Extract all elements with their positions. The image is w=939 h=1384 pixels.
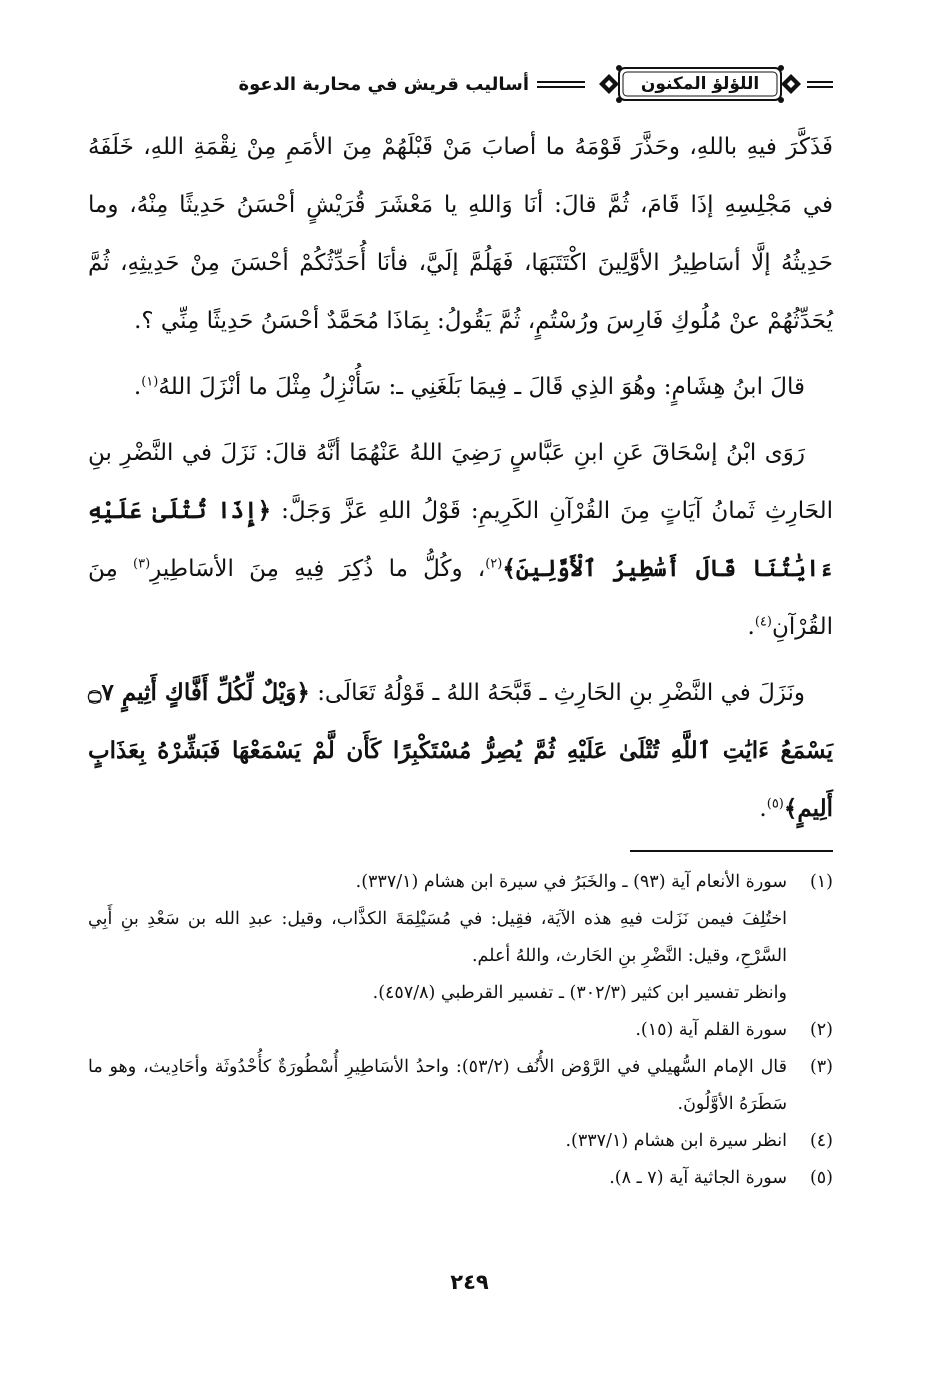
header-rule-right	[807, 81, 833, 88]
footnote-2	[88, 1012, 833, 1049]
footnote-text: قال الإمام السُّهيلي في الرَّوْض الأُنُف (٥٣/٢): واحدُ الأسَاطِيرِ أُسْطُورَةٌ كأُحْدُوثَة وأحَادِيث، وهو ما سَطَرَهُ الأوَّلُونَ.	[88, 1057, 787, 1114]
chapter-title: أساليب قريش في محاربة الدعوة	[238, 73, 529, 95]
footnote-number: (٥)	[809, 1168, 833, 1188]
paragraph-2-text: قالَ ابنُ هِشَامٍ: وهُوَ الذِي قَالَ ـ فِيمَا بَلَغَنِي ـ: سَأُنْزِلُ مِثْلَ ما أنْزَلَ اللهُ	[158, 374, 805, 400]
paragraph-4-text: ونَزَلَ في النَّضْرِ بنِ الحَارِثِ ـ قَبَّحَهُ اللهُ ـ قَوْلُهُ تَعَالَى:	[317, 680, 805, 706]
footnote-1-references: وانظر تفسير ابن كثير (٣٠٢/٣) ـ تفسير القرطبي (٤٥٧/٨).	[372, 983, 787, 1003]
paragraph-3-mid2: مِنَ القُرْآنِ	[88, 556, 833, 640]
quran-verse-1: ﴿إِذَا تُتْلَىٰ عَلَيْهِ ءَايَٰتُنَا قَالَ أَسَٰطِيرُ ٱلْأَوَّلِينَ﴾	[88, 497, 833, 582]
footnote-separator	[630, 850, 833, 852]
footnote-ref-1: (١)	[141, 374, 159, 390]
paragraph-1: فَذَكَّرَ فيهِ باللهِ، وحَذَّرَ قَوْمَهُ ما أصابَ مَنْ قَبْلَهُمْ مِنَ الأمَمِ مِنْ نِقْمَةِ اللهِ، خَلَفَهُ في مَجْلِسِهِ إذَا قَامَ، ثُمَّ قالَ: أنَا وَاللهِ يا مَعْشَرَ قُرَيْشٍ أحْسَنُ حَدِيثًا مِنْهُ، وما حَدِيثُهُ إلَّا أسَاطِيرُ الأوَّلِينَ اكْتَتَبَهَا، فَهَلُمَّ إلَيَّ، فأنَا أُحَدِّثُكُمْ أحْسَنَ مِنْ حَدِيثِهِ، ثُمَّ يُحَدِّثُهُمْ عنْ مُلُوكِ فَارِسَ ورُسْتُمٍ، ثُمَّ يَقُولُ: بِمَاذَا مُحَمَّدٌ أحْسَنُ حَدِيثًا مِنِّي ؟.	[88, 134, 833, 334]
paragraph-3-mid: ، وكُلُّ ما ذُكِرَ فِيهِ مِنَ الأسَاطِيرِ	[150, 556, 486, 582]
paragraph-2-end: .	[133, 374, 142, 400]
footnote-ref-2: (٢)	[485, 556, 503, 572]
footnote-ref-3: (٣)	[133, 556, 151, 572]
paragraph-3-end: .	[747, 614, 755, 640]
footnote-text: سورة القلم آية (١٥).	[635, 1020, 787, 1040]
footnote-text: سورة الجاثية آية (٧ ـ ٨).	[609, 1168, 787, 1188]
footnote-4	[88, 1123, 833, 1160]
footnote-1	[88, 864, 833, 901]
paragraph-3	[88, 424, 833, 656]
footnote-text: انظر سيرة ابن هشام (٣٣٧/١).	[565, 1131, 787, 1151]
paragraph-2	[88, 358, 833, 416]
main-text	[88, 118, 833, 838]
footnote-1-continuation: اختُلِفَ فيمن نَزَلت فيهِ هذه الآيَة، فقِيل: في مُسَيْلِمَةَ الكذَّاب، وقيل: عبدِ الله بن سَعْدِ بنِ أَبِي السَّرْحِ، وقيل: النَّضْرِ بنِ الحَارث، واللهُ أعلم.	[88, 909, 787, 966]
footnote-number: (٤)	[809, 1131, 833, 1151]
book-title: اللؤلؤ المكنون	[640, 74, 760, 94]
quran-verse-2: ﴿وَيْلٌ لِّكُلِّ أَفَّاكٍ أَثِيمٍ ۝٧ يَسْمَعُ ءَايَٰتِ ٱللَّهِ تُتْلَىٰ عَلَيْهِ ثُمَّ يُصِرُّ مُسْتَكْبِرًا كَأَن لَّمْ يَسْمَعْهَا فَبَشِّرْهُ بِعَذَابٍ أَلِيمٍ﴾	[88, 679, 833, 822]
page-number: ٢٤٩	[450, 1270, 489, 1294]
footnote-text: سورة الأنعام آية (٩٣) ـ والخَبَرُ في سيرة ابن هشام (٣٣٧/١).	[355, 872, 787, 892]
footnote-5	[88, 1160, 833, 1197]
footnote-number: (٣)	[809, 1057, 833, 1077]
footnote-3	[88, 1049, 833, 1123]
footnote-number: (١)	[809, 872, 833, 892]
footnote-ref-5: (٥)	[766, 796, 784, 812]
paragraph-3-text: رَوَى ابْنُ إسْحَاقَ عَنِ ابنِ عَبَّاسٍ رَضِيَ اللهُ عَنْهُمَا أنَّهُ قالَ: نَزَلَ في النَّضْرِ بنِ الحَارِثِ ثَمانُ آيَاتٍ مِنَ القُرْآنِ الكَرِيمِ: قَوْلُ اللهِ عَزَّ وَجَلَّ:	[88, 440, 834, 524]
running-header	[85, 62, 833, 106]
footnotes	[88, 864, 833, 1197]
book-title-frame	[597, 62, 803, 106]
header-rule-middle	[537, 81, 585, 88]
paragraph-4-end: .	[759, 796, 767, 822]
paragraph-4	[88, 664, 833, 838]
footnote-number: (٢)	[809, 1020, 833, 1040]
footnote-ref-4: (٤)	[754, 614, 772, 630]
